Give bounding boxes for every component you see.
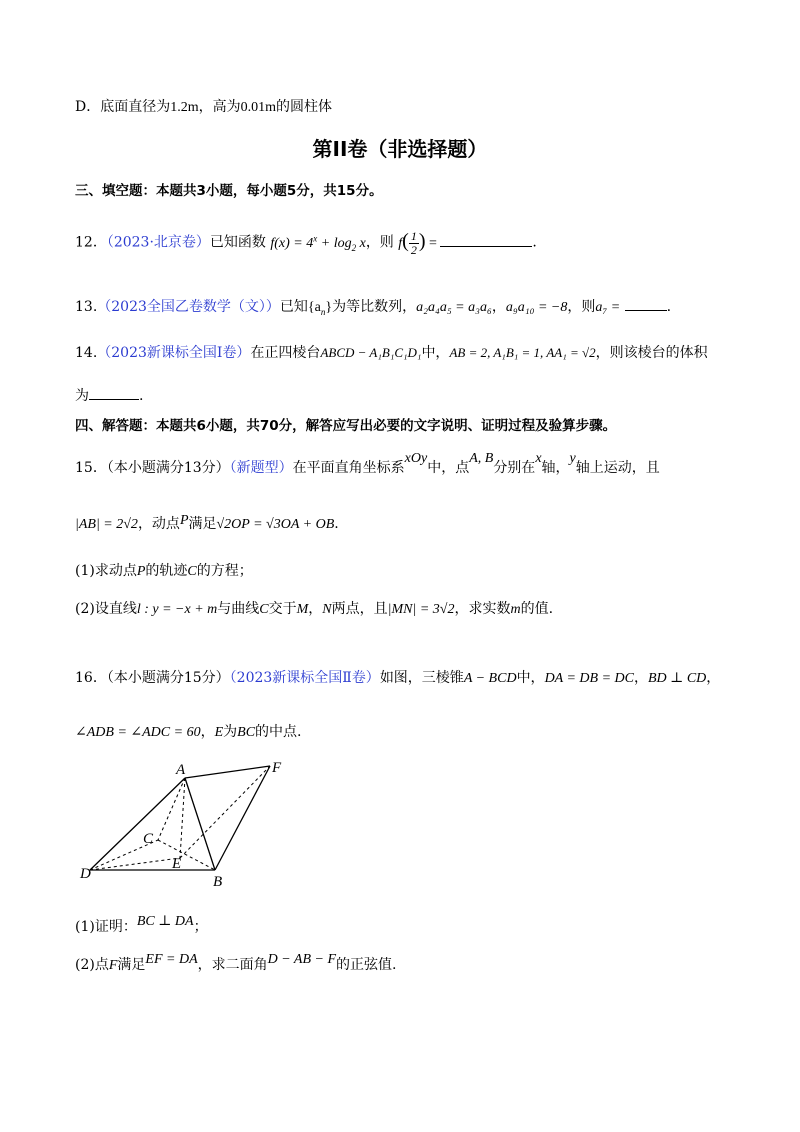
q12-answer-blank[interactable]	[440, 232, 532, 247]
q15-score: （本小题满分13分）	[106, 460, 230, 476]
q15-p2-comma: ，	[308, 601, 323, 617]
option-d-suffix: 的圆柱体	[276, 99, 333, 115]
label-b: B	[213, 874, 223, 890]
label-c: C	[143, 831, 154, 847]
tetrahedron-figure	[70, 750, 300, 890]
q15-point-p: P	[179, 513, 189, 528]
q15-p1-c: C	[187, 564, 197, 579]
q15-text-2: 中，点	[427, 460, 470, 476]
question-13	[75, 296, 671, 322]
q13-text-1: 已知	[279, 299, 308, 315]
q15-text-1: 在平面直角坐标系	[292, 460, 405, 476]
q14-condition: AB = 2, A₁B₁ = 1, AA₁ = √2	[449, 345, 596, 360]
q15-part-1	[75, 561, 253, 582]
question-12	[75, 228, 537, 257]
question-15	[75, 451, 660, 479]
q15-p2-m-var: m	[510, 602, 521, 617]
edge-da	[90, 778, 185, 870]
q15-text-5: 轴上运动，且	[575, 460, 660, 476]
q16-comma: ，	[633, 670, 648, 686]
question-15-line-2	[75, 514, 339, 535]
q14-text-2: 中，	[421, 345, 450, 361]
q15-text-6: ，动点	[137, 516, 180, 532]
q16-number: 16．	[75, 670, 107, 686]
question-14-line-2	[75, 385, 143, 406]
q14-number: 14.	[75, 345, 98, 361]
q15-p2-text-4: 两点，且	[331, 601, 388, 617]
q16-p2-text-3: ，求二面角	[197, 957, 268, 973]
q15-part-2	[75, 599, 553, 620]
q13-source: （2023全国乙卷数学（文））	[97, 299, 280, 315]
q15-p2-c: C	[259, 602, 269, 617]
q16-part-2	[75, 952, 397, 976]
option-d-diameter: 1.2m	[170, 100, 199, 115]
q16-bc: BC	[237, 725, 256, 740]
q15-xoy: xOy	[404, 451, 428, 466]
q12-period: .	[532, 234, 537, 251]
label-e: E	[172, 856, 182, 872]
question-14	[75, 343, 708, 363]
q13-condition-2: a₉a₁₀ = −8	[505, 300, 568, 315]
q15-p2-mn: |MN| = 3√2	[387, 602, 455, 617]
question-16-line-2	[75, 722, 301, 743]
q16-text-4: 为	[223, 724, 238, 740]
q13-comma: ，	[491, 299, 506, 315]
option-d-mid: ，高为	[198, 99, 241, 115]
q15-number: 15．	[75, 460, 107, 476]
q15-vector-equation: √2OP = √3OA + OB	[216, 517, 335, 532]
q12-text-2: ，则	[365, 234, 394, 251]
q16-text-1: 如图，三棱锥	[379, 670, 464, 686]
q15-p2-n: N	[322, 602, 332, 617]
label-f: F	[272, 760, 282, 776]
edge-ef	[180, 766, 270, 858]
label-d: D	[80, 866, 91, 882]
q13-number: 13.	[75, 299, 98, 315]
q14-answer-blank[interactable]	[89, 385, 139, 400]
q16-p1-text-1: (1)证明：	[75, 919, 137, 935]
q16-angles: ∠ADB = ∠ADC = 60	[75, 725, 201, 740]
q15-p1-p: P	[136, 564, 146, 579]
edge-ae	[180, 778, 185, 858]
q16-condition-1: DA = DB = DC	[544, 671, 634, 686]
q12-source: （2023·北京卷）	[106, 234, 210, 251]
q16-text-5: 的中点.	[255, 724, 302, 740]
q15-p2-text-3: 交于	[268, 601, 297, 617]
q15-p2-text-1: (2)设直线	[75, 601, 137, 617]
edge-ab	[185, 778, 215, 870]
q14-text-1: 在正四棱台	[250, 345, 321, 361]
q15-x: x	[535, 451, 542, 466]
q15-p2-text-5: ，求实数	[454, 601, 511, 617]
q14-source: （2023新课标全国Ⅰ卷）	[97, 345, 251, 361]
q15-source: （新题型）	[229, 460, 293, 476]
q16-condition-2: BD ⊥ CD	[647, 671, 707, 686]
q16-comma-2: ，	[706, 670, 721, 686]
edge-ac	[158, 778, 185, 840]
q13-text-2: 为等比数列，	[332, 299, 417, 315]
q13-period: .	[666, 299, 672, 315]
q15-p2-line: l : y = −x + m	[136, 602, 218, 617]
q15-text-3: 分别在	[493, 460, 536, 476]
q13-condition-1: a₂a₄a₅ = a₃a₆	[416, 300, 492, 315]
q16-p2-vector: EF = DA	[145, 952, 198, 967]
q15-p2-text-2: 与曲线	[217, 601, 260, 617]
q12-number: 12．	[75, 234, 107, 251]
q14-solid: ABCD − A₁B₁C₁D₁	[320, 345, 422, 360]
q16-p2-text-2: 满足	[117, 957, 146, 973]
q14-period: .	[139, 388, 144, 404]
q13-sequence: $\{a_n\}$	[307, 300, 333, 317]
q15-points: A, B	[469, 451, 494, 466]
question-16	[75, 668, 720, 689]
q16-text-2: 中，	[516, 670, 545, 686]
option-d-height: 0.01m	[240, 100, 277, 115]
q16-p2-dihedral: D − AB − F	[267, 952, 337, 967]
q13-text-3: ，则	[567, 299, 596, 315]
q16-e: E	[214, 725, 224, 740]
q16-solid: A − BCD	[463, 671, 517, 686]
option-d-prefix: D．底面直径为	[75, 99, 171, 115]
q16-p2-text-4: 的正弦值.	[336, 957, 397, 973]
q15-text-7: 满足	[188, 516, 217, 532]
edge-fb	[215, 766, 270, 870]
answer-heading: 四、解答题：本题共6小题，共70分，解答应写出必要的文字说明、证明过程及验算步骤。	[75, 418, 617, 434]
q16-text-3: ，	[200, 724, 215, 740]
q15-p1-text-2: 的轨迹	[145, 563, 188, 579]
q16-source: （2023新课标全国Ⅱ卷）	[229, 670, 380, 686]
q12-text-1: 已知函数	[209, 234, 266, 251]
q15-text-4: 轴，	[541, 460, 570, 476]
q16-part-1	[75, 914, 208, 938]
option-d	[75, 97, 332, 118]
q13-answer-blank[interactable]	[625, 296, 667, 311]
q15-p1-text-3: 的方程；	[196, 563, 253, 579]
q15-p2-text-6: 的值.	[520, 601, 554, 617]
q15-p1-text-1: (1)求动点	[75, 563, 137, 579]
q12-function: $f(x) = 4^x + \log_2 x$	[270, 233, 366, 253]
q14-text-4: 为	[75, 388, 89, 404]
fill-in-heading: 三、填空题：本题共3小题，每小题5分，共15分。	[75, 183, 383, 199]
edge-af	[185, 766, 270, 778]
q15-p2-m: M	[296, 602, 309, 617]
q14-text-3: ，则该棱台的体积	[595, 345, 708, 361]
q16-p2-f: F	[108, 958, 118, 973]
q13-ask: a₇ =	[595, 300, 621, 315]
q16-score: （本小题满分15分）	[106, 670, 230, 686]
q15-y: y	[569, 451, 576, 466]
label-a: A	[176, 762, 186, 778]
section-title: 第II卷（非选择题）	[312, 137, 488, 161]
q16-p1-text-2: ；	[193, 919, 208, 935]
q15-period: .	[334, 516, 339, 532]
q15-ab-length: |AB| = 2√2	[75, 517, 138, 532]
q12-ask: f( $\frac{1}{2}$ ) =	[398, 228, 441, 257]
q16-p2-text-1: (2)点	[75, 957, 109, 973]
q16-p1-statement: BC ⊥ DA	[136, 914, 194, 929]
